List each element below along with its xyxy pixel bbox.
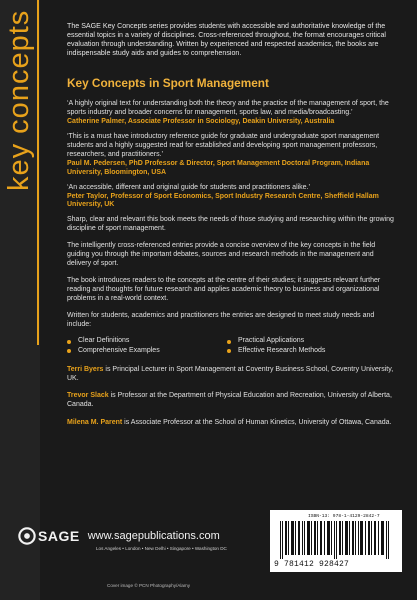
publisher-logo: [18, 527, 228, 545]
back-cover-content: [67, 22, 399, 437]
barcode: [270, 510, 402, 572]
bullet-icon: [67, 340, 71, 344]
endorsements: [67, 100, 399, 210]
description-paragraph: The book introduces readers to the concepts at the centre of their studies; it suggests relevant further reading and thoughts for future research and applies academic theory to business and organizational problems in a real-world context.: [67, 276, 381, 302]
feature-item: [67, 337, 227, 346]
publisher-block: [18, 527, 228, 551]
endorsement: [67, 100, 399, 127]
description-paragraph: Sharp, clear and relevant this book meets the needs of those studying and researching within the growing discipline of sport management.: [67, 216, 394, 233]
endorsement: [67, 184, 399, 211]
feature-item: [227, 337, 387, 346]
bullet-icon: [227, 340, 231, 344]
barcode-digits: 9 781412 928427: [274, 560, 350, 569]
feature-label: Comprehensive Examples: [78, 347, 160, 354]
feature-label: Effective Research Methods: [238, 347, 326, 354]
author-name: Milena M. Parent: [67, 419, 123, 427]
feature-label: Practical Applications: [238, 337, 305, 345]
endorsement-text: ‘This is a must have introductory reference guide for graduate and undergraduate sport management students and a highly suggested read for established and developing sport management professors, researchers, and practitioners.’: [67, 133, 380, 158]
feature-item: [67, 347, 227, 356]
endorsement-attribution: Catherine Palmer, Associate Professor in Sociology, Deakin University, Australia: [67, 118, 335, 126]
author-bio: [67, 392, 399, 410]
author-description: is Principal Lecturer in Sport Management at Coventry Business School, Coventry University, UK.: [67, 365, 394, 382]
author-description: is Associate Professor at the School of Human Kinetics, University of Ottawa, Canada.: [122, 419, 392, 427]
description-paragraph: Written for students, academics and practitioners the entries are designed to meet study needs and include:: [67, 311, 375, 328]
description: [67, 216, 399, 329]
author-bio: [67, 419, 399, 428]
description-paragraph: The intelligently cross-referenced entries provide a concise overview of the key concepts in the field guiding you through the important debates, sources and research methods in the management and delivery of sport.: [67, 242, 376, 267]
series-spine-title: key concepts: [3, 10, 35, 192]
endorsement-text: ‘A highly original text for understanding both the theory and the practice of the management of sport, the sports industry and broader concerns for management, sports law, and media/broadcasting.’: [67, 100, 389, 117]
publisher-url[interactable]: www.sagepublications.com: [87, 530, 220, 542]
author-name: Terri Byers: [67, 365, 104, 373]
cover-image-credit: Cover image © PCN Photography/Alamy: [107, 583, 191, 588]
bullet-icon: [67, 349, 71, 353]
endorsement-attribution: Peter Taylor, Professor of Sport Economics, Sport Industry Research Centre, Sheffield Hallam University, UK: [67, 192, 379, 209]
endorsement: [67, 133, 399, 178]
isbn: ISBN-13: 978-1-4129-2842-7: [308, 514, 380, 519]
publisher-name: SAGE: [38, 528, 80, 544]
endorsement-text: ‘An accessible, different and original guide for students and practitioners alike.’: [67, 183, 311, 191]
series-intro: The SAGE Key Concepts series provides students with accessible and authoritative knowledge of the essential topics in a variety of disciplines. Cross-referenced throughout, the format encourages critical evaluation through understanding. Written by experienced and respected academics, the books are indispensable study aids and guides to comprehension.: [67, 22, 386, 58]
spine-accent-rule: [37, 0, 39, 345]
book-title: Key Concepts in Sport Management: [67, 76, 269, 91]
feature-list: [67, 337, 399, 355]
bullet-icon: [227, 349, 231, 353]
feature-label: Clear Definitions: [78, 337, 130, 345]
sage-logo-icon: [18, 527, 36, 545]
endorsement-attribution: Paul M. Pedersen, PhD Professor & Director, Sport Management Doctoral Program, Indiana University, Bloomington, USA: [67, 159, 370, 176]
feature-item: [227, 347, 387, 356]
author-bio: [67, 366, 399, 384]
author-description: is Professor at the Department of Physical Education and Recreation, University of Alberta, Canada.: [67, 392, 392, 409]
author-name: Trevor Slack: [67, 392, 109, 400]
publisher-cities: Los Angeles • London • New Delhi • Singapore • Washington DC: [96, 546, 227, 551]
barcode-bars-icon: [280, 521, 392, 559]
